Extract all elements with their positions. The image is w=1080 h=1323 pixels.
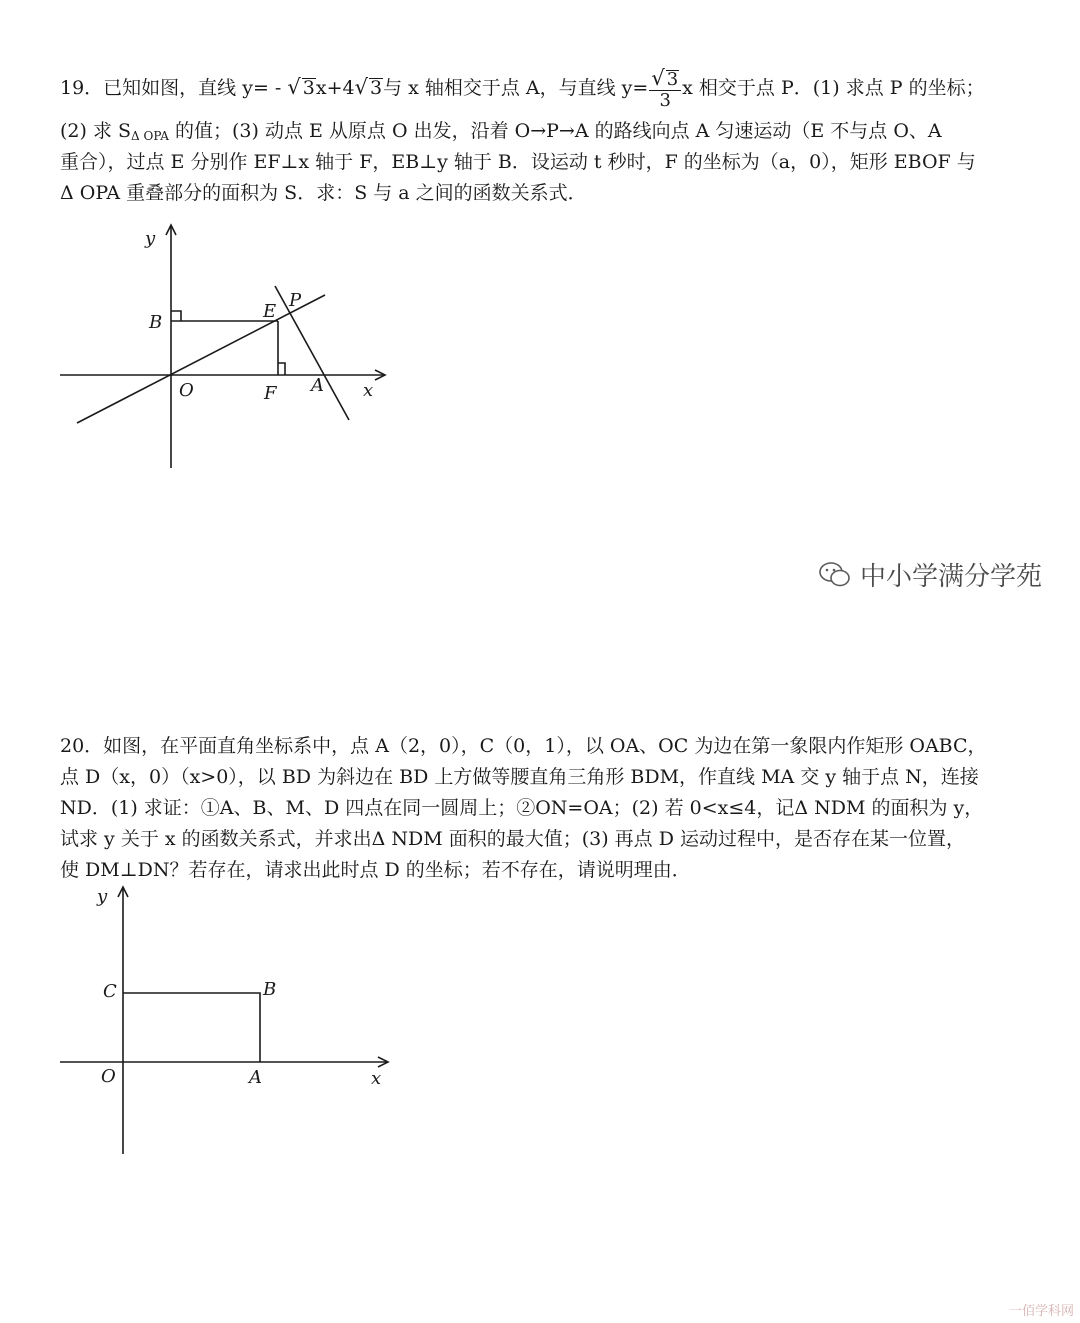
q20-line-4: 试求 y 关于 x 的函数关系式，并求出Δ NDM 面积的最大值；(3) 再点 D 运动过程中，是否存在某一位置，: [60, 828, 965, 850]
q19-line-2-part-a: (2) 求 S: [60, 120, 132, 142]
label-p: P: [289, 290, 302, 311]
q20-line-1: 20．如图，在平面直角坐标系中，点 A（2，0），C（0，1），以 OA、OC 为边在第一象限内作矩形 OABC，: [60, 735, 987, 757]
label-y: y: [97, 886, 108, 907]
fraction-numerator: 3: [666, 69, 679, 90]
q19-subscript: Δ OPA: [131, 129, 169, 143]
watermark-text: 中小学满分学苑: [860, 562, 1043, 592]
q19-figure: [55, 220, 400, 475]
right-angle-f-icon: [278, 363, 285, 375]
q20-figure: [55, 882, 400, 1157]
label-o: O: [101, 1066, 116, 1087]
q20-line-3: ND．(1) 求证：①A、B、M、D 四点在同一圆周上；②ON=OA；(2) 若 0<x≤4，记Δ NDM 的面积为 y，: [60, 797, 984, 819]
label-o: O: [179, 380, 194, 401]
label-x: x: [371, 1068, 382, 1089]
wechat-icon: [818, 561, 852, 589]
label-f: F: [264, 383, 277, 404]
q19-line-1-part-d: x 相交于点 P．(1) 求点 P 的坐标；: [682, 77, 985, 99]
radical-icon: √: [651, 66, 665, 90]
q19-line-2: [60, 122, 942, 142]
corner-watermark: 一佰学科网: [1008, 1304, 1074, 1319]
fraction: [649, 68, 681, 110]
label-a: A: [311, 375, 324, 396]
q19-line-3: 重合），过点 E 分别作 EF⊥x 轴于 F，EB⊥y 轴于 B．设运动 t 秒时，F 的坐标为（a，0），矩形 EBOF 与: [60, 151, 976, 173]
sqrt-radicand-2: 3: [369, 77, 383, 99]
q19-line-4: Δ OPA 重叠部分的面积为 S．求：S 与 a 之间的函数关系式．: [60, 182, 587, 204]
label-b: B: [263, 979, 277, 1000]
line-op: [77, 295, 325, 423]
right-angle-b-icon: [171, 311, 181, 321]
sqrt-radicand: 3: [302, 77, 315, 99]
q19-line-1-part-a: 19．已知如图，直线 y= -: [60, 77, 288, 99]
q20-line-5: 使 DM⊥DN？若存在，请求出此时点 D 的坐标；若不存在，请说明理由．: [60, 859, 691, 881]
rectangle-oabc: [123, 993, 260, 1062]
watermark: [818, 556, 1042, 593]
fraction-denominator: 3: [659, 90, 671, 111]
label-e: E: [263, 301, 277, 322]
q20-line-2: 点 D（x，0）（x>0），以 BD 为斜边在 BD 上方做等腰直角三角形 BDM，作直线 MA 交 y 轴于点 N，连接: [60, 766, 979, 788]
label-x: x: [363, 380, 374, 401]
q19-line-2-part-b: 的值；(3) 动点 E 从原点 O 出发，沿着 O→P→A 的路线向点 A 匀速运动（E 不与点 O、A: [168, 120, 942, 142]
radical-icon: √: [287, 75, 301, 99]
q19-line-1-part-b: x+4: [315, 77, 355, 99]
label-c: C: [103, 981, 117, 1002]
q19-line-1-part-c: 与 x 轴相交于点 A，与直线 y=: [383, 77, 649, 99]
label-y: y: [145, 228, 156, 249]
label-a: A: [249, 1067, 262, 1088]
q19-line-1: [60, 68, 985, 110]
line-pa: [275, 286, 349, 420]
radical-icon: √: [354, 75, 368, 99]
label-b: B: [149, 312, 163, 333]
